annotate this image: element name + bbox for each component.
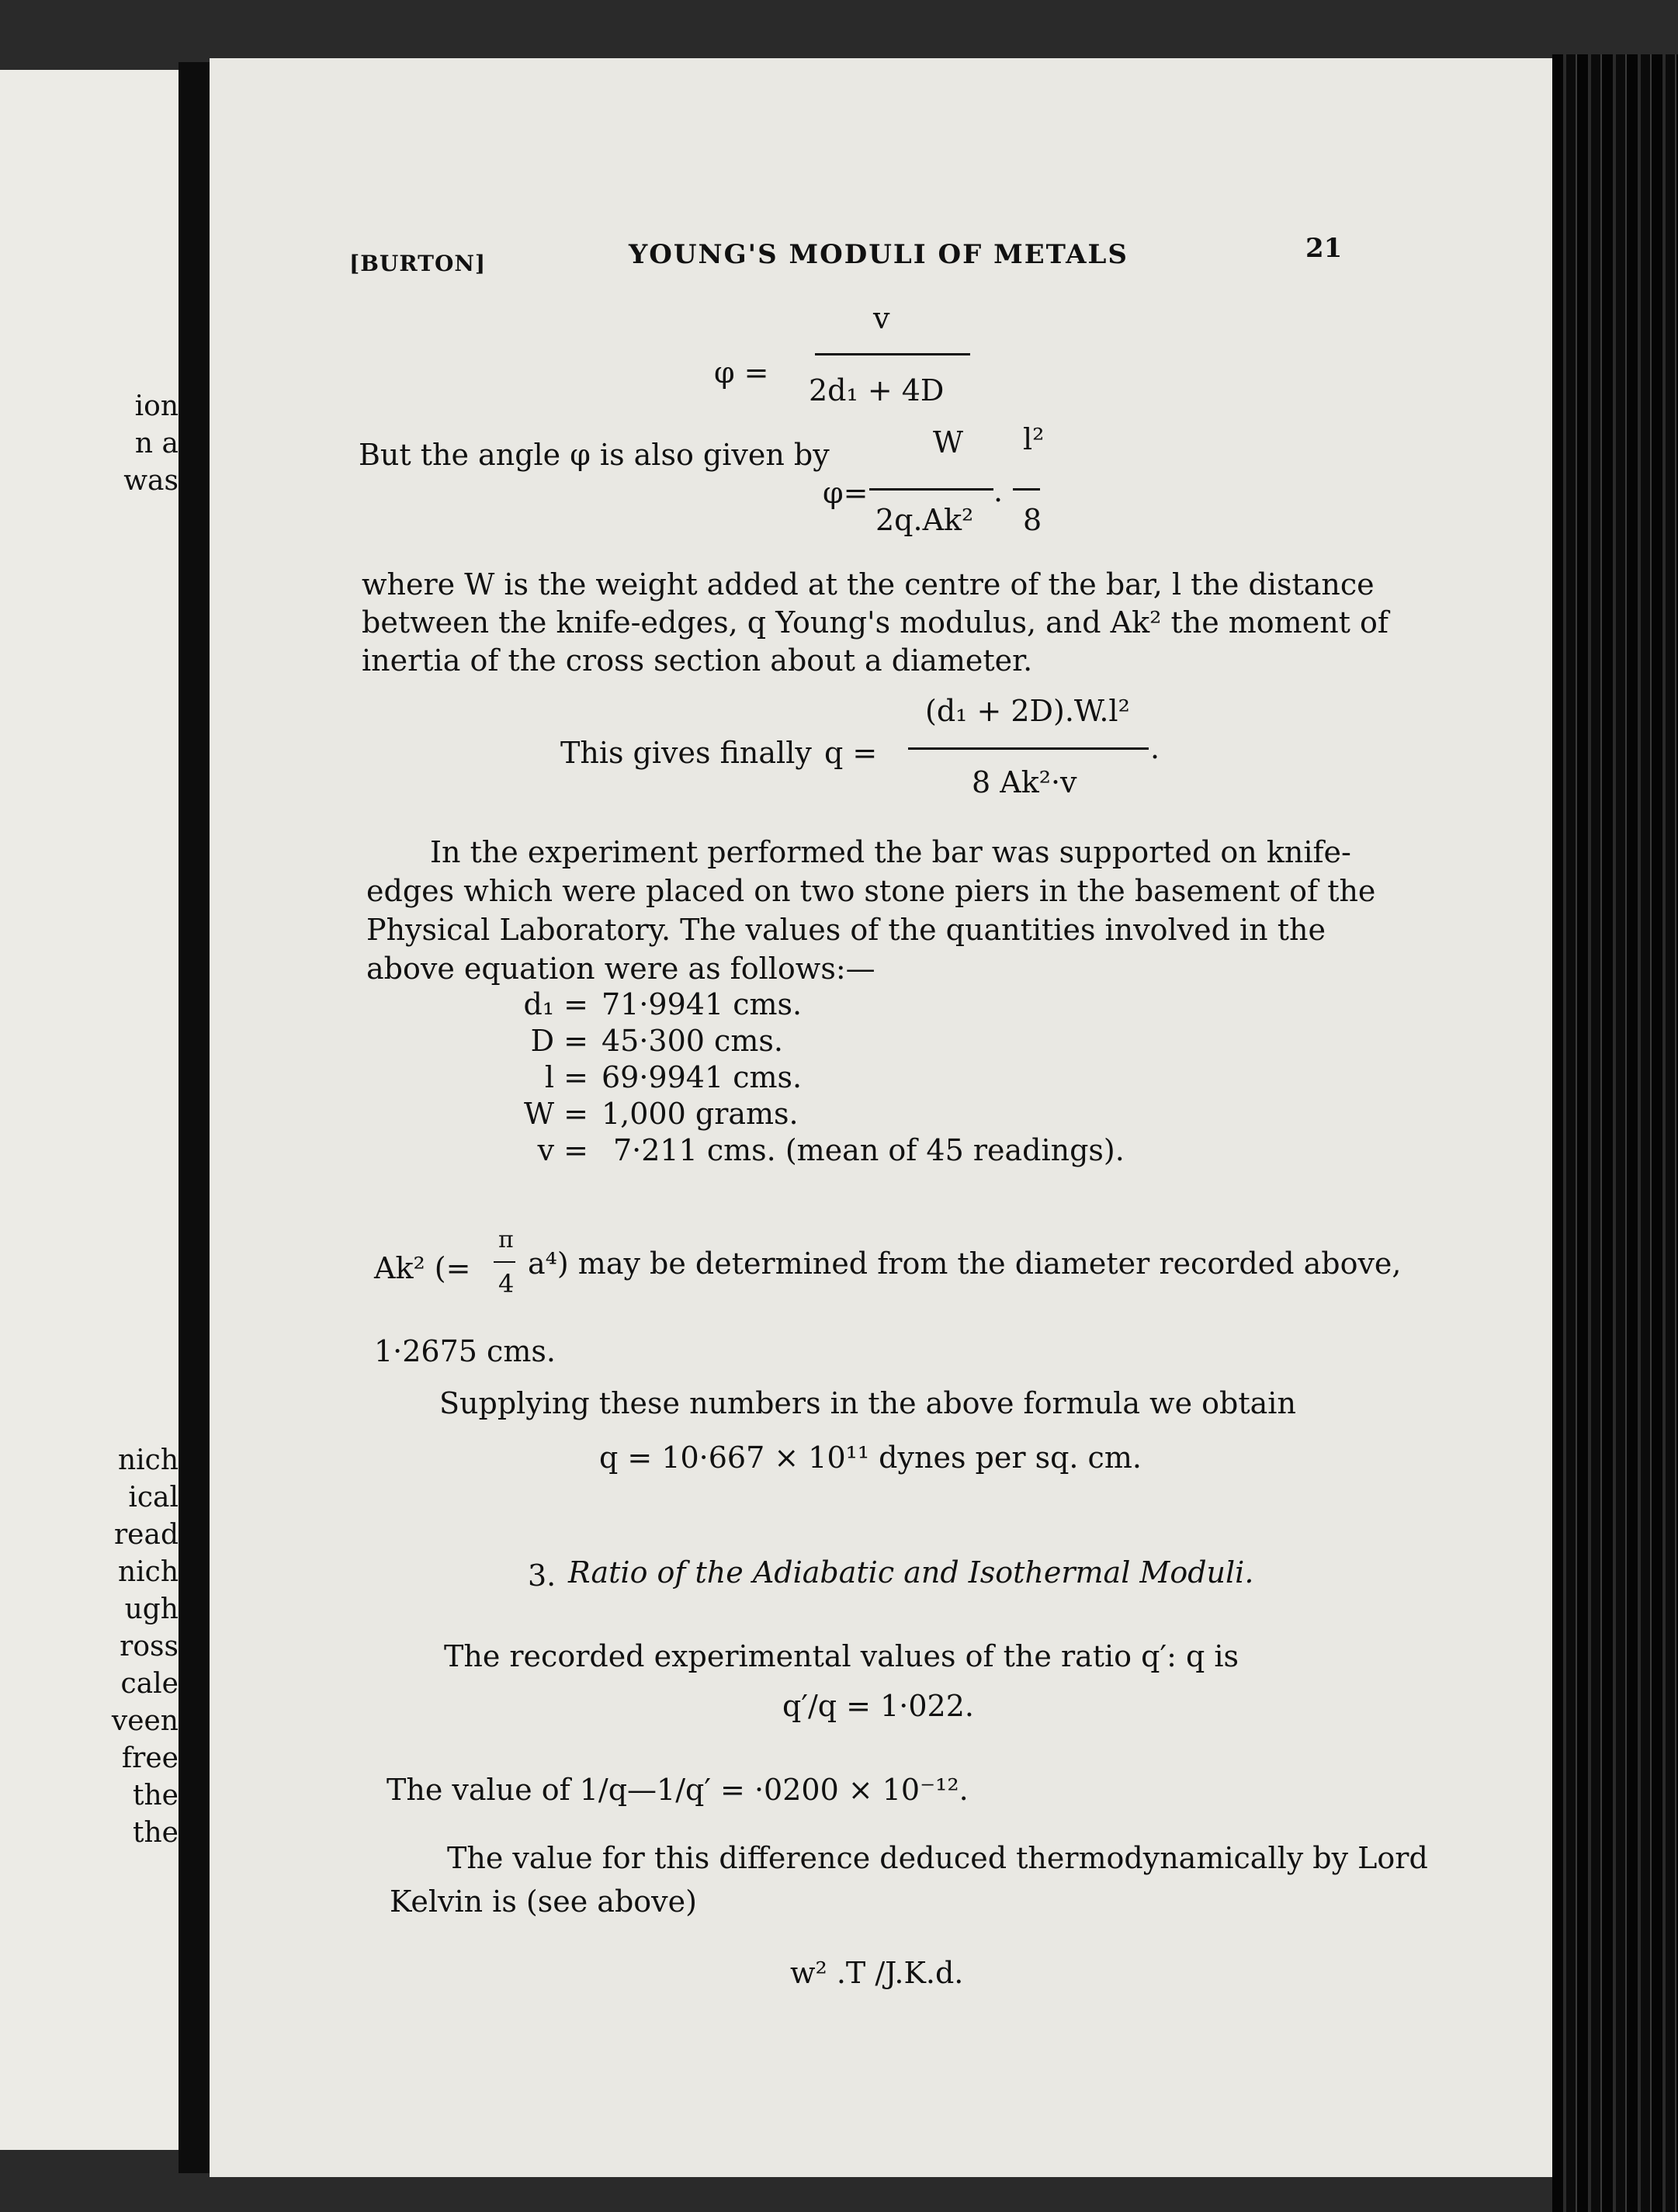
result-equation: q = 10·667 × 10¹¹ dynes per sq. cm. bbox=[599, 1441, 1142, 1475]
paragraph-line: edges which were placed on two stone piers in the basement of the bbox=[366, 874, 1376, 908]
diameter-value: 1·2675 cms. bbox=[374, 1334, 556, 1368]
equation-lhs: φ = bbox=[714, 355, 769, 390]
paragraph-line: inertia of the cross section about a diameter. bbox=[362, 643, 1033, 678]
value-amount: 45·300 cms. bbox=[602, 1024, 783, 1058]
paragraph-line: The value for this difference deduced thermodynamically by Lord bbox=[447, 1841, 1428, 1875]
left-fragment: n a bbox=[134, 428, 179, 459]
value-symbol: v = bbox=[537, 1133, 588, 1167]
value-symbol: W = bbox=[524, 1097, 588, 1131]
section-heading: Ratio of the Adiabatic and Isothermal Moduli. bbox=[568, 1555, 1254, 1590]
equation-numerator: W bbox=[933, 425, 964, 459]
left-fragment: ross bbox=[120, 1631, 179, 1662]
value-amount: 71·9941 cms. bbox=[602, 987, 803, 1021]
value-symbol: l = bbox=[544, 1060, 588, 1094]
paragraph-line: In the experiment performed the bar was supported on knife- bbox=[430, 835, 1351, 869]
left-fragment: veen bbox=[111, 1705, 179, 1737]
page-number: 21 bbox=[1305, 233, 1343, 264]
equation-numerator: (d₁ + 2D).W.l² bbox=[925, 694, 1130, 728]
fraction-bar bbox=[869, 488, 993, 491]
paragraph-line: But the angle φ is also given by bbox=[359, 438, 830, 472]
paragraph-line: Kelvin is (see above) bbox=[390, 1884, 697, 1919]
running-header-author: [BURTON] bbox=[349, 251, 487, 276]
left-fragment: the bbox=[133, 1817, 179, 1849]
section-number: 3. bbox=[528, 1558, 556, 1593]
ak-prefix: Ak² (= bbox=[374, 1251, 471, 1285]
paragraph-line: Supplying these numbers in the above formula we obtain bbox=[439, 1386, 1296, 1420]
paragraph-line: The recorded experimental values of the ratio q′: q is bbox=[444, 1639, 1239, 1673]
equation-lhs: φ= bbox=[823, 476, 868, 510]
equation-denominator: 2q.Ak² bbox=[875, 503, 974, 537]
equation-numerator: v bbox=[873, 301, 890, 335]
value-symbol: D = bbox=[530, 1024, 588, 1058]
ak-fraction-numerator: π bbox=[498, 1226, 514, 1253]
left-fragment: ion bbox=[134, 390, 179, 422]
fraction-bar bbox=[908, 747, 1149, 750]
value-line: The value of 1/q—1/q′ = ·0200 × 10⁻¹². bbox=[387, 1773, 969, 1807]
book-page-edges bbox=[1552, 54, 1678, 2212]
left-fragment: free bbox=[121, 1742, 179, 1774]
ak-fraction-denominator: 4 bbox=[498, 1269, 515, 1298]
paragraph-line: This gives finally bbox=[560, 736, 812, 770]
value-amount: 69·9941 cms. bbox=[602, 1060, 803, 1094]
value-symbol: d₁ = bbox=[523, 987, 588, 1021]
left-fragment: nich bbox=[117, 1444, 179, 1476]
left-fragment: was bbox=[123, 465, 179, 497]
paragraph-line: between the knife-edges, q Young's modulus, and Ak² the moment of bbox=[362, 605, 1389, 640]
equation-end: . bbox=[1150, 731, 1160, 765]
left-fragment: cale bbox=[120, 1668, 179, 1700]
paragraph-line: Physical Laboratory. The values of the quantities involved in the bbox=[366, 913, 1326, 947]
book-gutter bbox=[179, 62, 210, 2173]
fraction-bar bbox=[494, 1261, 515, 1263]
equation-dot: . bbox=[993, 474, 1004, 508]
kelvin-equation: w² .T /J.K.d. bbox=[790, 1956, 964, 1990]
fraction-bar bbox=[1013, 488, 1040, 491]
paragraph-line: above equation were as follows:— bbox=[366, 952, 875, 986]
left-fragment: the bbox=[133, 1780, 179, 1812]
value-amount: 1,000 grams. bbox=[602, 1097, 799, 1131]
paragraph-line: a⁴) may be determined from the diameter recorded above, bbox=[528, 1246, 1402, 1281]
ratio-equation: q′/q = 1·022. bbox=[782, 1689, 974, 1723]
running-header-title: YOUNG'S MODULI OF METALS bbox=[629, 239, 1128, 270]
left-page-fragment bbox=[0, 70, 179, 2150]
equation-denominator: 8 Ak²·v bbox=[972, 765, 1077, 799]
equation-lhs: q = bbox=[824, 736, 878, 770]
equation-denominator: 8 bbox=[1023, 503, 1042, 537]
equation-numerator: l² bbox=[1023, 422, 1045, 456]
paragraph-line: where W is the weight added at the centre of the bar, l the distance bbox=[362, 567, 1375, 602]
left-fragment: ugh bbox=[124, 1593, 179, 1625]
fraction-bar bbox=[815, 353, 970, 355]
left-fragment: nich bbox=[117, 1556, 179, 1588]
value-amount: 7·211 cms. (mean of 45 readings). bbox=[613, 1133, 1125, 1167]
book-page bbox=[210, 58, 1564, 2177]
left-fragment: ical bbox=[128, 1482, 179, 1513]
left-fragment: read bbox=[113, 1519, 179, 1551]
equation-denominator: 2d₁ + 4D bbox=[809, 373, 945, 407]
